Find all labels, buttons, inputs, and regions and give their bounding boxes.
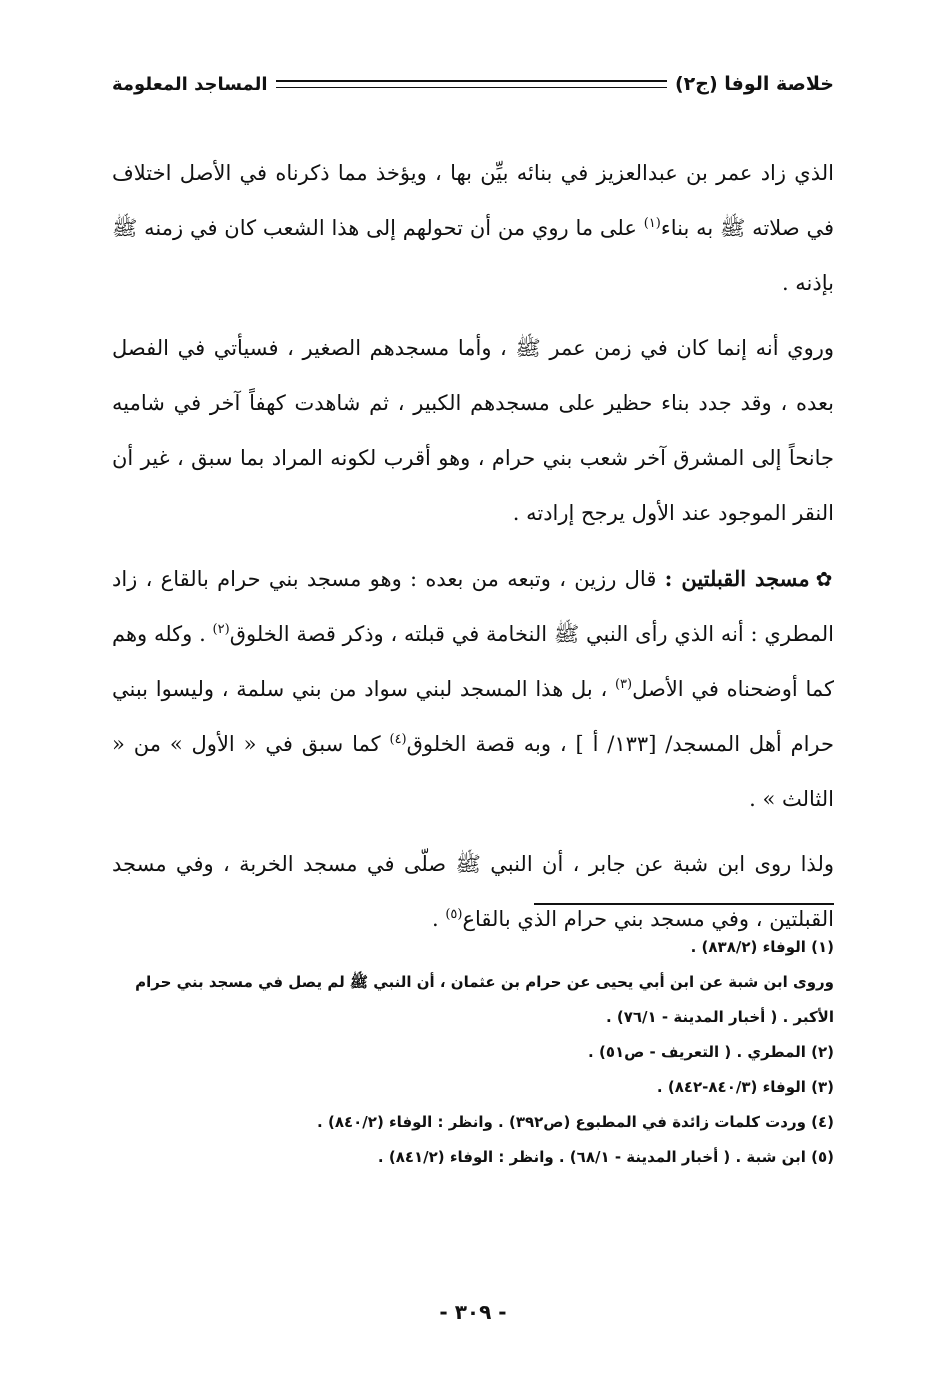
footnote-3: (٣) الوفاء (٨٤٠/٣-٨٤٢) . — [656, 1078, 834, 1096]
footnote-ref-2: (٢) — [212, 622, 230, 637]
footnote-1: (١) الوفاء (٨٣٨/٢) . — [690, 938, 834, 956]
footnote-2: (٢) المطري . ( التعريف - ص٥١) . — [588, 1043, 834, 1061]
paragraph-1-tail: على ما روي من أن تحولهم إلى هذا الشعب كان في زمنه ﷺ بإذنه . — [112, 216, 834, 295]
paragraph-3-part-a: قال رزين ، وتبعه من بعده : وهو مسجد بني حرام بالقاع ، زاد المطري : أنه الذي رأى النبي ﷺ النخامة في قبلته ، وذكر قصة الخلوق — [112, 567, 834, 646]
footnote-ref-5: (٥) — [445, 907, 463, 922]
paragraph-3-part-b: . وكله وهم كما أوضحناه في الأصل — [112, 622, 834, 701]
paragraph-3-part-d: كما سبق في « الأول » من « الثالث » . — [112, 732, 834, 811]
footnote-ref-3: (٣) — [614, 677, 633, 692]
footnote-4: (٤) وردت كلمات زائدة في المطبوع (ص٣٩٢) . وانظر : الوفاء (٨٤٠/٢) . — [317, 1113, 834, 1131]
paragraph-4-text: ولذا روى ابن شبة عن جابر ، أن النبي ﷺ صلّى في مسجد الخربة ، وفي مسجد القبلتين ، وفي مسجد بني حرام الذي بالقاع — [112, 852, 834, 931]
main-text — [112, 146, 834, 957]
paragraph-2: وروي أنه إنما كان في زمن عمر ﷺ ، وأما مسجدهم الصغير ، فسيأتي في الفصل بعده ، وقد جدد بناء حظير على مسجدهم الكبير ، ثم شاهدت كهفاً آخر في شاميه جانحاً إلى المشرق آخر شعب بني حرام ، وهو أقرب لكونه المراد بما سبق ، غير أن النقر الموجود عند الأول يرجح إرادته . — [112, 336, 834, 525]
paragraph-1-text: الذي زاد عمر بن عبدالعزيز في بنائه بيِّن بها ، ويؤخذ مما ذكرناه في الأصل اختلاف في صلاته ﷺ به بناء — [112, 161, 834, 240]
footnotes — [112, 930, 834, 1175]
paragraph-3 — [112, 551, 834, 827]
running-header — [112, 64, 834, 104]
book-title: خلاصة الوفا (ج٢) — [674, 73, 834, 95]
header-rule — [276, 80, 667, 88]
footnote-1-continued: وروى ابن شبة عن ابن أبي يحيى عن حرام بن عثمان ، أن النبي ﷺ لم يصل في مسجد بني حرام الأكبر . ( أخبار المدينة - ٧٦/١) . — [135, 973, 834, 1026]
footnote-5: (٥) ابن شبة . ( أخبار المدينة - ٦٨/١) . وانظر : الوفاء (٨٤١/٢) . — [377, 1148, 834, 1166]
footnote-separator — [534, 903, 834, 905]
page-number: - ٣٠٩ - — [439, 1300, 507, 1324]
flower-ornament-icon: ✿ — [815, 567, 834, 591]
section-heading: مسجد القبلتين : — [664, 566, 810, 591]
footnote-ref-4: (٤) — [389, 732, 407, 747]
paragraph-1 — [112, 146, 834, 311]
paragraph-3-part-c: ، بل هذا المسجد لبني سواد من بني سلمة ، وليسوا ببني حرام أهل المسجد/ [١٣٣/ أ ] ، وبه قصة الخلوق — [112, 677, 835, 756]
chapter-title: المساجد المعلومة — [112, 73, 268, 95]
footnote-ref-1: (١) — [643, 216, 661, 231]
paragraph-4-tail: . — [431, 907, 446, 931]
